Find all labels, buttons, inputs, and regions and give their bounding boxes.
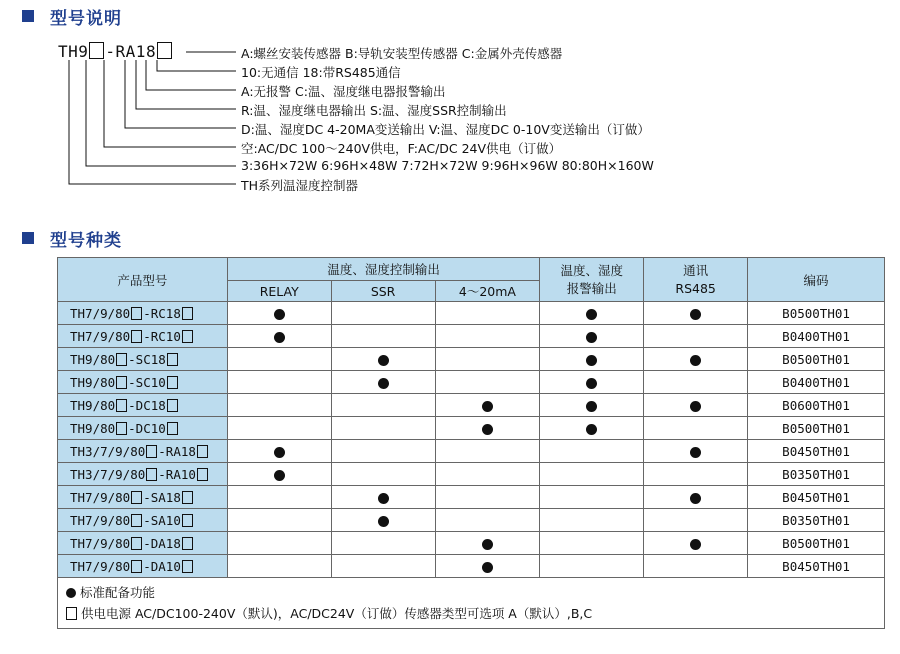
cell-code: B0500TH01: [748, 348, 885, 371]
model-suffix: -SA18: [143, 489, 181, 505]
cell-comm: [644, 555, 748, 578]
table-row: [58, 302, 885, 325]
cell-model: [58, 463, 228, 486]
cell-alarm: [540, 555, 644, 578]
cell-alarm: [540, 417, 644, 440]
cell-model: [58, 302, 228, 325]
cell-alarm: [540, 394, 644, 417]
cell-relay: [227, 486, 331, 509]
filled-dot-icon: [690, 539, 701, 550]
model-series: TH9/80: [70, 374, 116, 390]
filled-dot-icon: [586, 378, 597, 389]
table-notes: [58, 578, 885, 629]
header-code: 编码: [748, 258, 885, 302]
cell-code: B0500TH01: [748, 532, 885, 555]
model-desc-line: A:无报警 C:温、湿度继电器报警输出: [241, 84, 446, 99]
filled-dot-icon: [482, 424, 493, 435]
cell-comm: [644, 463, 748, 486]
cell-relay: [227, 371, 331, 394]
cell-ma: [435, 371, 540, 394]
cell-ssr: [331, 302, 435, 325]
filled-dot-icon: [586, 309, 597, 320]
table-row: [58, 394, 885, 417]
model-suffix: -RA10: [158, 466, 196, 482]
section-title: 型号种类: [50, 230, 122, 251]
filled-dot-icon: [378, 355, 389, 366]
cell-relay: [227, 325, 331, 348]
cell-model: [58, 417, 228, 440]
filled-dot-icon: [690, 355, 701, 366]
placeholder-box-icon: [146, 468, 157, 481]
model-desc-line: R:温、湿度继电器输出 S:温、湿度SSR控制输出: [241, 103, 507, 118]
cell-model: [58, 486, 228, 509]
cell-ssr: [331, 394, 435, 417]
cell-comm: [644, 394, 748, 417]
header-alarm: [540, 258, 644, 302]
cell-alarm: [540, 463, 644, 486]
cell-alarm: [540, 486, 644, 509]
filled-dot-icon: [274, 309, 285, 320]
cell-alarm: [540, 440, 644, 463]
placeholder-box-icon: [197, 468, 208, 481]
cell-model: [58, 440, 228, 463]
cell-code: B0450TH01: [748, 440, 885, 463]
header-comm-line2: RS485: [675, 280, 716, 296]
cell-ma: [435, 486, 540, 509]
section-title: 型号说明: [50, 8, 122, 29]
filled-dot-icon: [482, 539, 493, 550]
cell-ssr: [331, 509, 435, 532]
model-suffix: -RC10: [143, 328, 181, 344]
header-model: 产品型号: [58, 258, 228, 302]
cell-ssr: [331, 463, 435, 486]
placeholder-box-icon: [131, 307, 142, 320]
cell-model: [58, 394, 228, 417]
header-alarm-text: 温度、湿度 报警输出: [560, 262, 624, 296]
placeholder-box-icon: [116, 353, 127, 366]
model-series: TH9/80: [70, 397, 116, 413]
cell-ssr: [331, 486, 435, 509]
cell-ssr: [331, 325, 435, 348]
cell-ssr: [331, 348, 435, 371]
placeholder-box-icon: [167, 399, 178, 412]
cell-alarm: [540, 509, 644, 532]
table-row: [58, 509, 885, 532]
filled-dot-icon: [274, 447, 285, 458]
note-standard-text: 标准配备功能: [80, 585, 156, 600]
header-control-output: 温度、湿度控制输出: [227, 258, 540, 281]
section-heading-model-types: [22, 228, 122, 251]
filled-dot-icon: [378, 493, 389, 504]
heading-square-icon: [22, 232, 34, 244]
cell-code: B0500TH01: [748, 302, 885, 325]
placeholder-box-icon: [131, 514, 142, 527]
cell-code: B0400TH01: [748, 371, 885, 394]
cell-alarm: [540, 532, 644, 555]
cell-model: [58, 555, 228, 578]
model-suffix: -RC18: [143, 305, 181, 321]
model-series: TH3/7/9/80: [70, 443, 146, 459]
filled-dot-icon: [690, 447, 701, 458]
cell-ma: [435, 509, 540, 532]
placeholder-box-icon: [182, 514, 193, 527]
note-standard: [66, 582, 876, 603]
table-row: [58, 417, 885, 440]
cell-comm: [644, 371, 748, 394]
model-series: TH7/9/80: [70, 328, 131, 344]
filled-dot-icon: [586, 332, 597, 343]
cell-ma: [435, 325, 540, 348]
filled-dot-icon: [274, 470, 285, 481]
placeholder-box-icon: [167, 422, 178, 435]
cell-relay: [227, 532, 331, 555]
cell-ma: [435, 555, 540, 578]
table-row: [58, 532, 885, 555]
placeholder-box-icon: [182, 307, 193, 320]
header-comm: [644, 258, 748, 302]
cell-ssr: [331, 555, 435, 578]
model-suffix: -DC10: [128, 420, 166, 436]
model-suffix: -DA18: [143, 535, 181, 551]
table-row: [58, 371, 885, 394]
model-series: TH7/9/80: [70, 558, 131, 574]
cell-code: B0600TH01: [748, 394, 885, 417]
cell-relay: [227, 302, 331, 325]
model-series: TH7/9/80: [70, 489, 131, 505]
filled-dot-icon: [586, 424, 597, 435]
model-desc-line: TH系列温湿度控制器: [241, 178, 359, 193]
model-desc-line: 3:36H×72W 6:96H×48W 7:72H×72W 9:96H×96W 80:80H×160W: [241, 158, 654, 173]
filled-dot-icon: [378, 516, 389, 527]
placeholder-box-icon: [131, 330, 142, 343]
cell-comm: [644, 348, 748, 371]
cell-comm: [644, 440, 748, 463]
cell-model: [58, 325, 228, 348]
placeholder-box-icon: [131, 537, 142, 550]
model-series: TH7/9/80: [70, 512, 131, 528]
placeholder-box-icon: [146, 445, 157, 458]
filled-dot-icon: [274, 332, 285, 343]
model-types-table: [57, 257, 885, 629]
placeholder-box-icon: [167, 376, 178, 389]
table-row: [58, 555, 885, 578]
model-desc-line: 10:无通信 18:带RS485通信: [241, 65, 401, 80]
cell-relay: [227, 463, 331, 486]
cell-code: B0500TH01: [748, 417, 885, 440]
cell-alarm: [540, 348, 644, 371]
table-row: [58, 486, 885, 509]
cell-comm: [644, 509, 748, 532]
placeholder-box-icon: [182, 537, 193, 550]
cell-relay: [227, 440, 331, 463]
cell-comm: [644, 302, 748, 325]
filled-dot-icon: [690, 401, 701, 412]
table-row: [58, 348, 885, 371]
model-series: TH3/7/9/80: [70, 466, 146, 482]
cell-alarm: [540, 325, 644, 348]
note-power-text: 供电电源 AC/DC100-240V（默认)，AC/DC24V（订做）传感器类型可选项 A（默认）,B,C: [81, 606, 593, 621]
placeholder-box-icon: [182, 330, 193, 343]
cell-model: [58, 348, 228, 371]
cell-ssr: [331, 532, 435, 555]
placeholder-box-icon: [116, 399, 127, 412]
cell-ssr: [331, 440, 435, 463]
table-row: [58, 463, 885, 486]
cell-relay: [227, 348, 331, 371]
cell-ma: [435, 440, 540, 463]
header-ssr: SSR: [331, 281, 435, 302]
header-4-20ma: 4～20mA: [435, 281, 540, 302]
cell-comm: [644, 417, 748, 440]
cell-ma: [435, 463, 540, 486]
filled-dot-icon: [586, 401, 597, 412]
cell-model: [58, 371, 228, 394]
cell-ma: [435, 394, 540, 417]
placeholder-box-icon: [182, 491, 193, 504]
model-desc-line: 空:AC/DC 100～240V供电，F:AC/DC 24V供电（订做）: [241, 141, 562, 156]
model-suffix: -DC18: [128, 397, 166, 413]
cell-comm: [644, 486, 748, 509]
cell-model: [58, 509, 228, 532]
model-desc-line: A:螺丝安装传感器 B:导轨安装型传感器 C:金属外壳传感器: [241, 46, 563, 61]
header-comm-line1: 通讯: [683, 262, 709, 278]
placeholder-box-icon: [131, 491, 142, 504]
cell-relay: [227, 509, 331, 532]
placeholder-box-icon: [167, 353, 178, 366]
cell-relay: [227, 394, 331, 417]
filled-dot-icon: [66, 588, 76, 598]
placeholder-box-icon: [66, 607, 77, 620]
cell-code: B0350TH01: [748, 509, 885, 532]
model-suffix: -DA10: [143, 558, 181, 574]
cell-ma: [435, 302, 540, 325]
model-series: TH9/80: [70, 420, 116, 436]
filled-dot-icon: [690, 309, 701, 320]
note-power: [66, 603, 876, 624]
cell-ma: [435, 417, 540, 440]
cell-alarm: [540, 371, 644, 394]
model-desc-line: D:温、湿度DC 4-20MA变送输出 V:温、湿度DC 0-10V变送输出（订做）: [241, 122, 650, 137]
model-suffix: -SA10: [143, 512, 181, 528]
cell-relay: [227, 555, 331, 578]
cell-ssr: [331, 417, 435, 440]
model-mid: -RA18: [105, 42, 157, 61]
header-relay: RELAY: [227, 281, 331, 302]
table-row: [58, 440, 885, 463]
cell-code: B0450TH01: [748, 555, 885, 578]
cell-relay: [227, 417, 331, 440]
model-prefix: TH9: [58, 42, 89, 61]
cell-code: B0400TH01: [748, 325, 885, 348]
model-series: TH7/9/80: [70, 305, 131, 321]
cell-ssr: [331, 371, 435, 394]
model-suffix: -SC18: [128, 351, 166, 367]
table-row: [58, 325, 885, 348]
filled-dot-icon: [482, 401, 493, 412]
cell-ma: [435, 348, 540, 371]
placeholder-box-icon: [116, 422, 127, 435]
cell-code: B0350TH01: [748, 463, 885, 486]
placeholder-box-icon: [197, 445, 208, 458]
placeholder-box-icon: [116, 376, 127, 389]
filled-dot-icon: [586, 355, 597, 366]
model-series: TH7/9/80: [70, 535, 131, 551]
model-series: TH9/80: [70, 351, 116, 367]
cell-ma: [435, 532, 540, 555]
model-suffix: -SC10: [128, 374, 166, 390]
filled-dot-icon: [378, 378, 389, 389]
cell-alarm: [540, 302, 644, 325]
cell-comm: [644, 325, 748, 348]
placeholder-box-icon: [131, 560, 142, 573]
cell-comm: [644, 532, 748, 555]
model-suffix: -RA18: [158, 443, 196, 459]
filled-dot-icon: [482, 562, 493, 573]
cell-model: [58, 532, 228, 555]
placeholder-box-icon: [182, 560, 193, 573]
cell-code: B0450TH01: [748, 486, 885, 509]
filled-dot-icon: [690, 493, 701, 504]
